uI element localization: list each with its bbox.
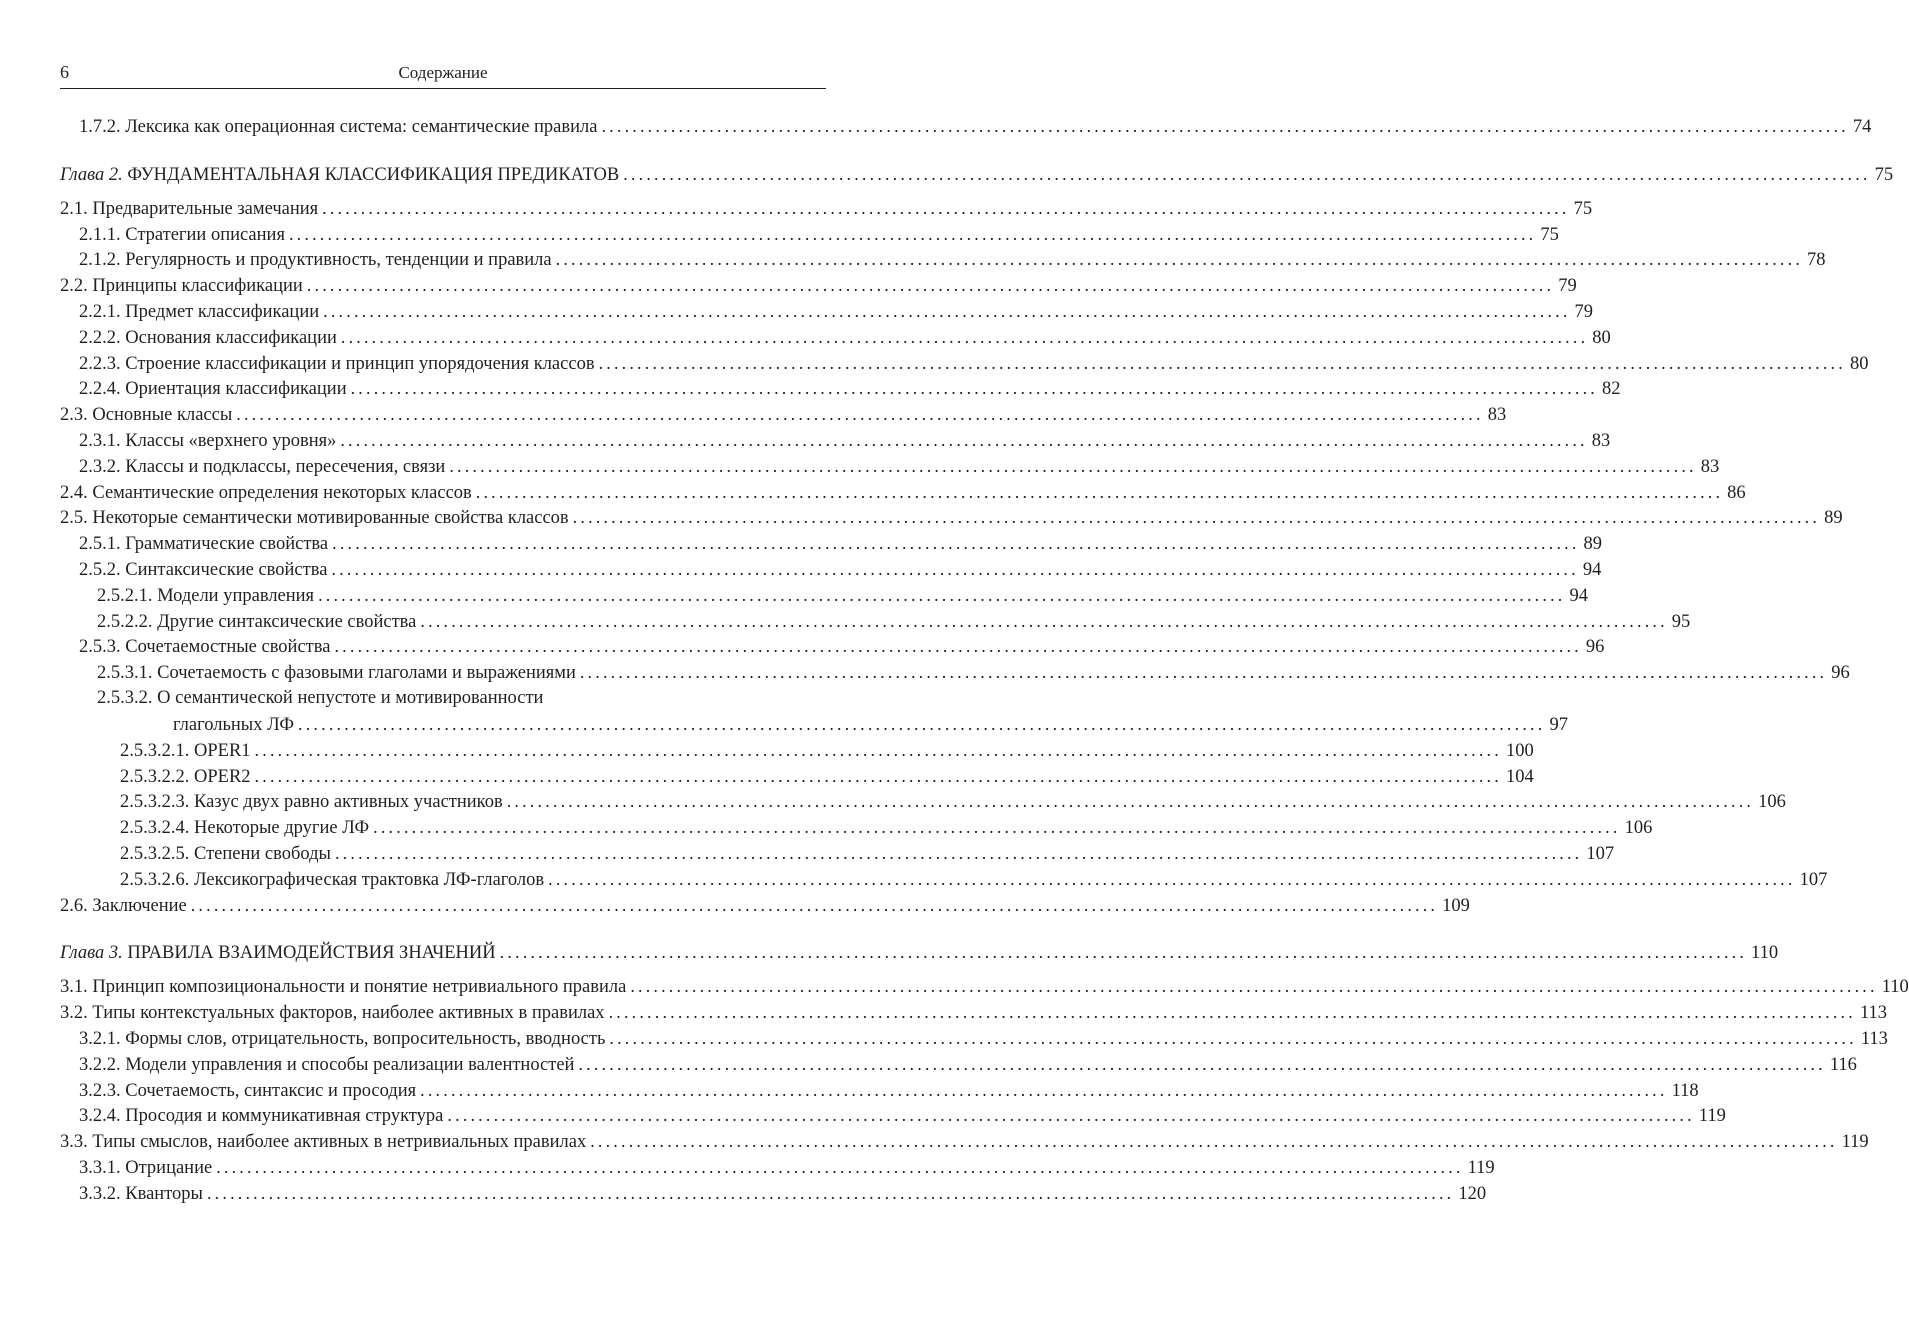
dot-leader: .................................................................................................................................................................. [598, 352, 1846, 373]
dot-leader: .................................................................................................................................................................. [216, 1156, 1464, 1177]
toc-entry-title: 2.3. Основные классы [60, 405, 233, 426]
dot-leader: .................................................................................................................................................................. [447, 1105, 1695, 1126]
chapter-heading[interactable] [60, 939, 1779, 965]
dot-leader: .................................................................................................................................................................. [340, 429, 1588, 450]
toc-page-number: 100 [1505, 740, 1534, 761]
toc-page-number: 94 [1582, 559, 1602, 580]
toc-page-number: 110 [1881, 977, 1909, 998]
toc-entry[interactable] [60, 634, 1605, 660]
toc-entry[interactable] [60, 299, 1594, 325]
toc-page-number: 116 [1829, 1054, 1857, 1075]
dot-leader: .................................................................................................................................................................. [323, 300, 1571, 321]
toc-entry-title: 2.5.3.2.4. Некоторые другие ЛФ [120, 818, 370, 839]
dot-leader: .................................................................................................................................................................. [332, 533, 1580, 554]
dot-leader: .................................................................................................................................................................. [254, 765, 1502, 786]
dot-leader: .................................................................................................................................................................. [318, 584, 1566, 605]
toc-entry-title: 2.1. Предварительные замечания [60, 198, 319, 219]
toc-page-number: 75 [1573, 198, 1593, 219]
page-number: 6 [60, 62, 69, 82]
toc-page-number: 106 [1624, 818, 1653, 839]
toc-page-number: 95 [1671, 611, 1691, 632]
toc-entry-title-cont: глагольных ЛФ [173, 714, 295, 735]
toc-entry-title: 2.3.1. Классы «верхнего уровня» [79, 430, 337, 451]
dot-leader: .................................................................................................................................................................. [590, 1131, 1838, 1152]
toc-entry-title: 2.5.3.2.5. Степени свободы [120, 843, 331, 864]
toc-page-number: 75 [1874, 164, 1894, 185]
toc-entry-title: 3.3.1. Отрицание [79, 1157, 213, 1178]
chapter-2-entries [60, 196, 1869, 919]
toc-entry-title: 2.5.3. Сочетаемостные свойства [79, 637, 331, 658]
toc-entry-title: 2.5.1. Грамматические свойства [79, 534, 329, 555]
toc-page-number: 110 [1751, 943, 1779, 964]
toc-entry[interactable] [60, 114, 1872, 140]
dot-leader: .................................................................................................................................................................. [475, 481, 1724, 502]
dot-leader: .................................................................................................................................................................. [298, 713, 1546, 734]
toc-page-number: 97 [1549, 714, 1568, 735]
toc-page-number: 109 [1442, 895, 1470, 916]
toc-page-number: 89 [1824, 508, 1843, 529]
toc-entry[interactable] [60, 273, 1577, 299]
toc-page-number: 119 [1841, 1132, 1869, 1153]
toc-page-number: 118 [1671, 1080, 1699, 1101]
dot-leader: .................................................................................................................................................................. [548, 868, 1796, 889]
toc-page-number: 75 [1540, 224, 1559, 245]
toc-page-number: 83 [1487, 405, 1507, 426]
toc-entry[interactable] [60, 1000, 1888, 1026]
toc-entry[interactable] [60, 454, 1720, 480]
toc-entry-title: 2.5.3.2. О семантической непустоте и мотивированности [97, 687, 544, 708]
toc-entry-title: 2.5.2. Синтаксические свойства [79, 559, 328, 580]
toc-entry-title: 3.2. Типы контекстуальных факторов, наиболее активных в правилах [60, 1003, 605, 1024]
dot-leader: .................................................................................................................................................................. [373, 817, 1621, 838]
toc-entry-title: 2.5.2.1. Модели управления [97, 585, 315, 606]
chapter-title: Глава 2. ФУНДАМЕНТАЛЬНАЯ КЛАССИФИКАЦИЯ ПРЕДИКАТОВ [60, 164, 620, 185]
toc-entry-title: 2.5.3.2.6. Лексикографическая трактовка ЛФ-глаголов [120, 869, 545, 890]
toc-page-number: 79 [1574, 301, 1594, 322]
toc-entry-title: 3.2.3. Сочетаемость, синтаксис и просодия [79, 1080, 417, 1101]
toc-entry-title: 2.4. Семантические определения некоторых классов [60, 482, 472, 503]
toc-entry[interactable] [60, 1103, 1726, 1129]
toc-entry[interactable] [60, 1078, 1699, 1104]
dot-leader: .................................................................................................................................................................. [578, 1053, 1826, 1074]
dot-leader: .................................................................................................................................................................. [579, 662, 1828, 683]
dot-leader: .................................................................................................................................................................. [623, 163, 1871, 184]
toc-page-number: 83 [1700, 456, 1720, 477]
toc-entry[interactable] [60, 789, 1786, 815]
toc-page-number: 106 [1758, 792, 1786, 813]
toc-entry-title: 3.2.4. Просодия и коммуникативная структура [79, 1106, 444, 1127]
dot-leader: .................................................................................................................................................................. [555, 249, 1804, 270]
toc-entry-title: 2.6. Заключение [60, 895, 187, 916]
page-header [60, 60, 826, 89]
toc-page-number: 83 [1591, 430, 1611, 451]
toc-entry[interactable] [60, 1181, 1487, 1207]
toc-page-number: 107 [1799, 869, 1828, 890]
dot-leader: .................................................................................................................................................................. [236, 404, 1484, 425]
toc-entry[interactable] [60, 247, 1826, 273]
toc-entry[interactable] [60, 402, 1507, 428]
toc-entry-continuation[interactable] [60, 712, 1568, 738]
toc-page-number: 78 [1807, 250, 1826, 271]
toc-entry-title: 2.5.2.2. Другие синтаксические свойства [97, 611, 417, 632]
toc-page-number: 82 [1602, 379, 1621, 400]
toc-entry-title: 2.5. Некоторые семантически мотивированные свойства классов [60, 508, 569, 529]
dot-leader: .................................................................................................................................................................. [499, 942, 1748, 963]
toc-page-number: 96 [1585, 637, 1605, 658]
dot-leader: .................................................................................................................................................................. [608, 1002, 1856, 1023]
toc-entry-title: 1.7.2. Лексика как операционная система: семантические правила [79, 117, 598, 137]
toc-entry-title: 3.1. Принцип композициональности и понятие нетривиального правила [60, 977, 627, 998]
dot-leader: .................................................................................................................................................................. [334, 636, 1582, 657]
toc-entry-title: 2.5.3.2.1. OPER1 [120, 740, 251, 761]
toc-page-number: 74 [1852, 117, 1872, 137]
dot-leader: .................................................................................................................................................................. [630, 976, 1878, 997]
dot-leader: .................................................................................................................................................................. [420, 610, 1668, 631]
toc-entry[interactable] [60, 222, 1559, 248]
dot-leader: .................................................................................................................................................................. [206, 1182, 1455, 1203]
dot-leader: .................................................................................................................................................................. [572, 507, 1821, 528]
toc-entry-title: 2.2.2. Основания классификации [79, 327, 337, 348]
toc-page-number: 89 [1583, 534, 1603, 555]
toc-entry[interactable] [60, 325, 1611, 351]
toc-page-number: 79 [1558, 276, 1577, 297]
toc-page-number: 80 [1592, 327, 1611, 348]
toc-entry[interactable] [60, 428, 1611, 454]
toc-entry[interactable] [60, 815, 1653, 841]
toc-entry-title: 3.2.1. Формы слов, отрицательность, вопросительность, вводность [79, 1028, 606, 1049]
toc-entry-title: 2.5.3.2.2. OPER2 [120, 766, 251, 787]
dot-leader: .................................................................................................................................................................. [350, 378, 1598, 399]
dot-leader: .................................................................................................................................................................. [601, 116, 1849, 136]
toc-entry[interactable] [60, 376, 1621, 402]
dot-leader: .................................................................................................................................................................. [306, 275, 1555, 296]
toc-entry-title: 2.2. Принципы классификации [60, 276, 303, 297]
table-of-contents [60, 114, 1909, 1206]
chapter-3-entries [60, 974, 1909, 1206]
toc-entry-title: 3.3. Типы смыслов, наиболее активных в нетривиальных правилах [60, 1132, 587, 1153]
toc-entry[interactable] [60, 686, 826, 712]
chapter-heading[interactable] [60, 161, 1894, 187]
toc-entry-title: 2.5.3.2.3. Казус двух равно активных участников [120, 792, 503, 813]
dot-leader: .................................................................................................................................................................. [506, 791, 1755, 812]
toc-entry[interactable] [60, 480, 1746, 506]
toc-page-number: 119 [1467, 1157, 1495, 1178]
toc-entry[interactable] [60, 609, 1691, 635]
toc-entry[interactable] [60, 557, 1602, 583]
toc-page-number: 80 [1849, 353, 1869, 374]
toc-page-number: 107 [1586, 843, 1615, 864]
toc-page-number: 119 [1698, 1106, 1726, 1127]
toc-entry[interactable] [60, 505, 1843, 531]
dot-leader: .................................................................................................................................................................. [340, 326, 1589, 347]
toc-entry[interactable] [60, 531, 1603, 557]
toc-entry[interactable] [60, 738, 1534, 764]
toc-page-number: 94 [1569, 585, 1588, 606]
toc-entry[interactable] [60, 1026, 1888, 1052]
toc-entry[interactable] [60, 974, 1909, 1000]
toc-entry[interactable] [60, 196, 1593, 222]
toc-entry[interactable] [60, 660, 1850, 686]
dot-leader: .................................................................................................................................................................. [334, 842, 1583, 863]
toc-entry-title: 3.3.2. Кванторы [79, 1183, 203, 1204]
toc-page-number: 86 [1727, 482, 1746, 503]
toc-entry-title: 2.2.1. Предмет классификации [79, 301, 320, 322]
toc-entry-title: 2.2.4. Ориентация классификации [79, 379, 347, 400]
running-title: Содержание [398, 63, 488, 82]
dot-leader: .................................................................................................................................................................. [288, 223, 1537, 244]
toc-entry-title: 2.1.1. Стратегии описания [79, 224, 285, 245]
toc-entry[interactable] [60, 1155, 1495, 1181]
dot-leader: .................................................................................................................................................................. [322, 197, 1570, 218]
toc-page-number: 120 [1458, 1183, 1487, 1204]
toc-entry[interactable] [60, 841, 1615, 867]
dot-leader: .................................................................................................................................................................. [254, 739, 1502, 760]
toc-page-number: 113 [1859, 1003, 1888, 1024]
toc-entry-title: 2.2.3. Строение классификации и принцип упорядочения классов [79, 353, 595, 374]
dot-leader: .................................................................................................................................................................. [420, 1079, 1668, 1100]
toc-page-number: 96 [1831, 663, 1850, 684]
toc-entry[interactable] [60, 1129, 1869, 1155]
toc-entry[interactable] [60, 893, 1470, 919]
chapter-title: Глава 3. ПРАВИЛА ВЗАИМОДЕЙСТВИЯ ЗНАЧЕНИЙ [60, 943, 496, 964]
toc-entry-title: 2.5.3.1. Сочетаемость с фазовыми глаголами и выражениями [97, 663, 576, 684]
toc-page-number: 113 [1860, 1028, 1888, 1049]
toc-entry[interactable] [60, 764, 1534, 790]
dot-leader: .................................................................................................................................................................. [331, 558, 1579, 579]
dot-leader: .................................................................................................................................................................. [609, 1027, 1857, 1048]
toc-page-number: 104 [1505, 766, 1534, 787]
toc-entry-title: 3.2.2. Модели управления и способы реализации валентностей [79, 1054, 575, 1075]
toc-entry[interactable] [60, 351, 1869, 377]
toc-entry[interactable] [60, 1052, 1857, 1078]
dot-leader: .................................................................................................................................................................. [190, 894, 1439, 915]
toc-entry-title: 2.1.2. Регулярность и продуктивность, тенденции и правила [79, 250, 552, 271]
toc-entry[interactable] [60, 583, 1588, 609]
toc-entry-title: 2.3.2. Классы и подклассы, пересечения, связи [79, 456, 446, 477]
dot-leader: .................................................................................................................................................................. [449, 455, 1697, 476]
toc-entry[interactable] [60, 867, 1828, 893]
